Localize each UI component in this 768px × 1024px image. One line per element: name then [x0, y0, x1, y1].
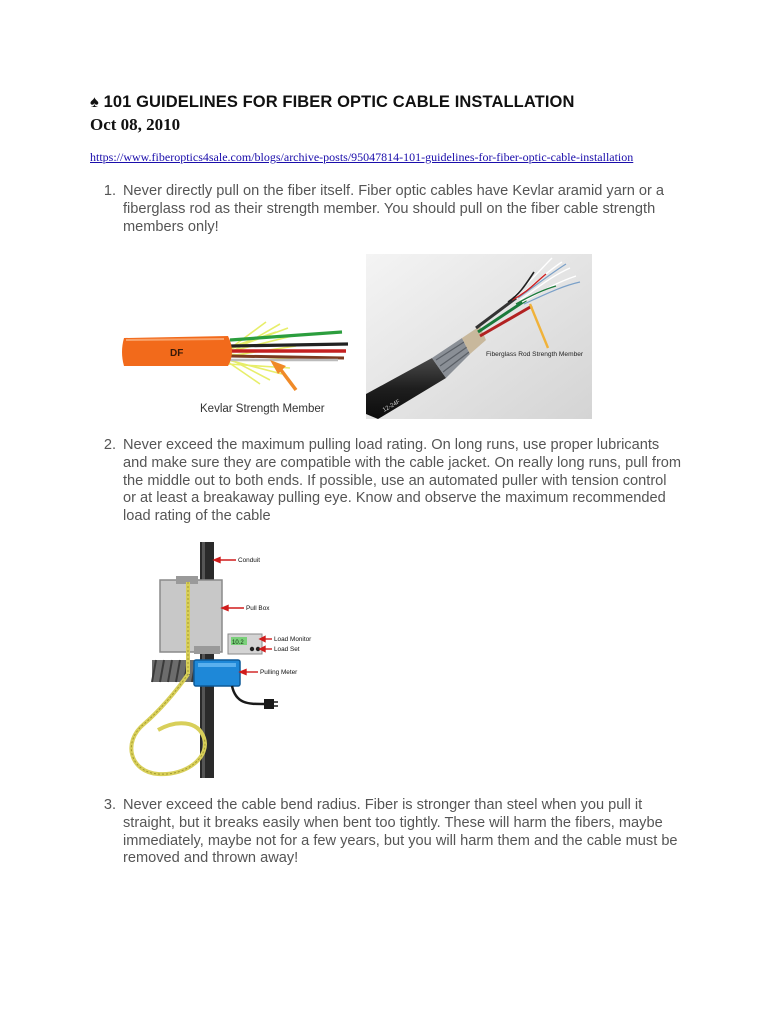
pulling-meter-label: Pulling Meter: [260, 669, 298, 676]
load-set-label: Load Set: [274, 646, 300, 653]
pulling-diagram-image: [118, 542, 318, 780]
fiberglass-caption: Fiberglass Rod Strength Member: [486, 351, 584, 358]
list-item-number: 3.: [103, 797, 116, 813]
kevlar-cable-drawing: [120, 320, 352, 420]
list-item-text: Never exceed the maximum pulling load rating. On long runs, use proper lubricants and make sure they are compatible with the cable jacket. On really long runs, pull from the middle out to both ends. If possible, use an automated puller with tension control or at least a breakaway pulling eye. Know and observe the maximum recommended load rating of the cable: [123, 437, 682, 525]
kevlar-caption: Kevlar Strength Member: [200, 403, 325, 415]
source-link[interactable]: https://www.fiberoptics4sale.com/blogs/archive-posts/95047814-101-guidelines-for-fiber-optic-cable-installation: [90, 150, 634, 164]
pull-box-label: Pull Box: [246, 605, 270, 612]
article-title-text: 101 GUIDELINES FOR FIBER OPTIC CABLE INSTALLATION: [103, 93, 575, 111]
article-date: Oct 08, 2010: [90, 115, 181, 134]
list-item-text: Never exceed the cable bend radius. Fiber is stronger than steel when you pull it straight, but it breaks easily when bent too tightly. These will harm the fibers, maybe immediately, maybe not for a few years, but you will harm them and the cable must be removed and thrown away!: [123, 797, 678, 867]
jacket-print: 12-24F: [382, 399, 402, 414]
cable-marking: DF: [170, 348, 184, 359]
spade-icon: ♠: [90, 93, 99, 111]
load-monitor-label: Load Monitor: [274, 636, 312, 643]
list-item-number: 2.: [103, 437, 116, 453]
fiberglass-cable-drawing: [366, 254, 592, 419]
conduit-label: Conduit: [238, 557, 261, 564]
pulling-diagram-drawing: [118, 542, 318, 780]
kevlar-cable-image: [120, 320, 352, 420]
article-title: [90, 93, 730, 112]
monitor-value: 10.2: [232, 640, 244, 646]
list-item-text: Never directly pull on the fiber itself. Fiber optic cables have Kevlar aramid yarn or a fiberglass rod as their strength member. You should pull on the fiber cable strength members only!: [123, 183, 665, 235]
list-item-number: 1.: [103, 183, 116, 199]
fiberglass-cable-image: [366, 254, 592, 419]
